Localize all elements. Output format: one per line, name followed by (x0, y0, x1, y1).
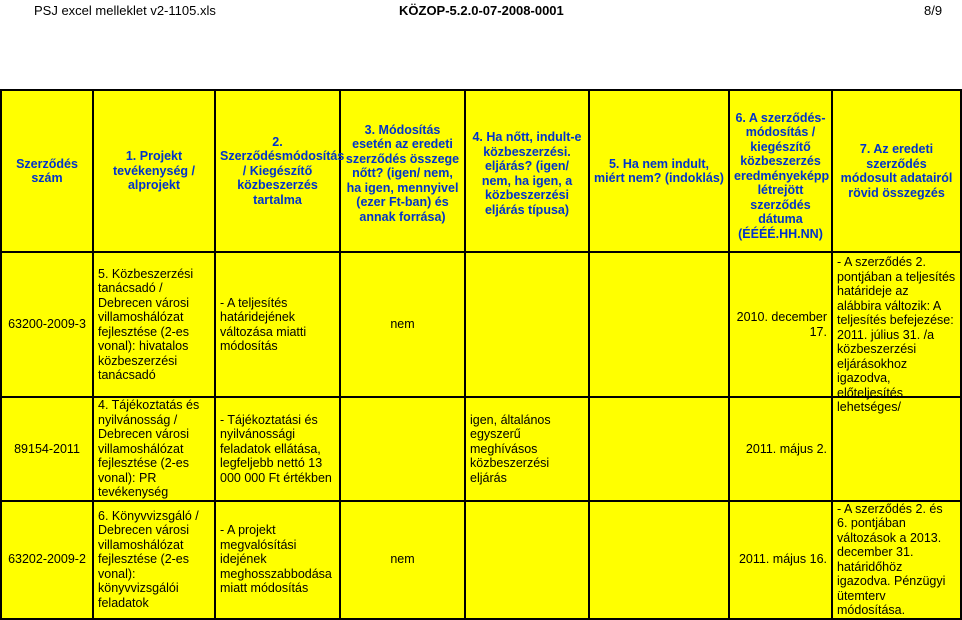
contract-modifications-table (0, 89, 962, 620)
project-code: KÖZOP-5.2.0-07-2008-0001 (399, 3, 564, 18)
contract-date-cell: 2010. december 17. (729, 252, 832, 397)
page-header (0, 0, 960, 22)
summary-cell: - A szerződés 2. és 6. pontjában változások a 2013. december 31. határidőhöz igazodva. Pénzügyi ütemterv módosítása. (832, 501, 961, 619)
amount-increase-cell: nem (340, 501, 465, 619)
header-contract-number: Szerződés szám (1, 90, 93, 252)
header-row (1, 90, 961, 252)
procurement-procedure-cell (465, 252, 589, 397)
table-row (1, 252, 961, 397)
amount-increase-cell (340, 397, 465, 501)
procurement-procedure-cell (465, 501, 589, 619)
summary-cell (832, 252, 961, 414)
header-activity: 1. Projekt tevékenység / alprojekt (93, 90, 215, 252)
reason-cell (589, 397, 729, 501)
modification-content-cell: - A projekt megvalósítási idejének meghosszabbodása miatt módosítás (215, 501, 340, 619)
header-reason: 5. Ha nem indult, miért nem? (indoklás) (589, 90, 729, 252)
activity-cell: 6. Könyvvizsgáló / Debrecen városi villamoshálózat fejlesztése (2-es vonal): könyvvizsgálói feladatok (93, 501, 215, 619)
procurement-procedure-cell: igen, általános egyszerű meghívásos közbeszerzési eljárás (465, 397, 589, 501)
amount-increase-cell: nem (340, 252, 465, 397)
header-procurement-procedure: 4. Ha nőtt, indult-e közbeszerzési. eljárás? (igen/ nem, ha igen, a közbeszerzési eljárás típusa) (465, 90, 589, 252)
header-amount-increase: 3. Módosítás esetén az eredeti szerződés összege nőtt? (igen/ nem, ha igen, mennyivel (ezer Ft-ban) és annak forrása) (340, 90, 465, 252)
table-row (1, 397, 961, 501)
modification-content-cell: - Tájékoztatási és nyilvánossági feladatok ellátása, legfeljebb nettó 13 000 000 Ft értékben (215, 397, 340, 501)
contract-number-cell: 63202-2009-2 (1, 501, 93, 619)
file-name: PSJ excel melleklet v2-1105.xls (34, 3, 216, 18)
contract-number-cell: 89154-2011 (1, 397, 93, 501)
reason-cell (589, 252, 729, 397)
page-number: 8/9 (924, 3, 943, 18)
activity-cell: 4. Tájékoztatás és nyilvánosság / Debrecen városi villamoshálózat fejlesztése (2-es vonal): PR tevékenység (93, 397, 215, 501)
reason-cell (589, 501, 729, 619)
header-summary: 7. Az eredeti szerződés módosult adatairól rövid összegzés (832, 90, 961, 252)
header-contract-date: 6. A szerződés-módosítás / kiegészítő közbeszerzés eredményeképp létrejött szerződés dátuma (ÉÉÉÉ.HH.NN) (729, 90, 832, 252)
modification-content-cell: - A teljesítés határidejének változása miatti módosítás (215, 252, 340, 397)
contract-date-cell: 2011. május 16. (729, 501, 832, 619)
contract-date-cell: 2011. május 2. (729, 397, 832, 501)
table-row (1, 501, 961, 619)
summary-text: - A szerződés 2. pontjában a teljesítés határideje az alábbira változik: A teljesítés befejezése: 2011. július 31. /a közbeszerzési eljárásokhoz igazodva, előteljesítés lehetséges/ (837, 255, 956, 414)
header-modification-content: 2. Szerződésmódosítás / Kiegészítő közbeszerzés tartalma (215, 90, 340, 252)
contract-number-cell: 63200-2009-3 (1, 252, 93, 397)
activity-cell: 5. Közbeszerzési tanácsadó / Debrecen városi villamoshálózat fejlesztése (2-es vonal): hivatalos közbeszerzési tanácsadó (93, 252, 215, 397)
